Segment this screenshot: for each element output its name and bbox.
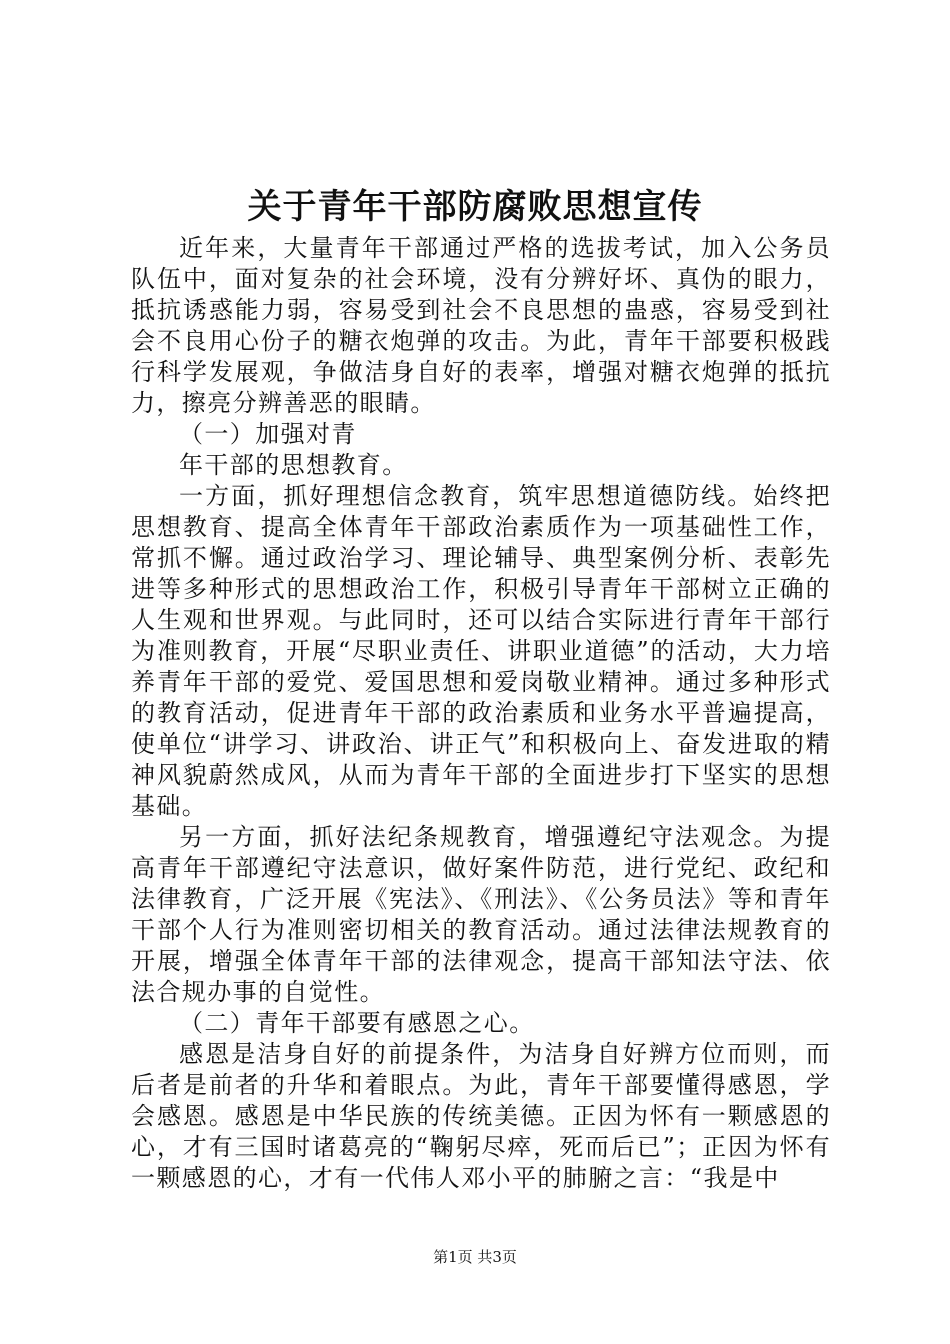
paragraph-intro: 近年来，大量青年干部通过严格的选拔考试，加入公务员队伍中，面对复杂的社会环境，没有分辨好坏、真伪的眼力，抵抗诱惑能力弱，容易受到社会不良思想的蛊惑，容易受到社会不良用心份子的糖衣炮弹的攻击。为此，青年干部要积极践行科学发展观，争做洁身自好的表率，增强对糖衣炮弹的抵抗力，擦亮分辨善恶的眼睛。 <box>131 234 831 417</box>
section-heading-1-part-1: （一）加强对青 <box>179 420 357 448</box>
page-footer: 第1页 共3页 <box>433 1248 517 1266</box>
document-title: 关于青年干部防腐败思想宣传 <box>247 187 703 227</box>
paragraph-legal-education: 另一方面，抓好法纪条规教育，增强遵纪守法观念。为提高青年干部遵纪守法意识，做好案件防范，进行党纪、政纪和法律教育，广泛开展《宪法》、《刑法》、《公务员法》等和青年干部个人行为准则密切相关的教育活动。通过法律法规教育的开展，增强全体青年干部的法律观念，提高干部知法守法、依法合规办事的自觉性。 <box>131 823 831 1006</box>
paragraph-ideological-education: 一方面，抓好理想信念教育，筑牢思想道德防线。始终把思想教育、提高全体青年干部政治素质作为一项基础性工作，常抓不懈。通过政治学习、理论辅导、典型案例分析、表彰先进等多种形式的思想政治工作，积极引导青年干部树立正确的人生观和世界观。与此同时，还可以结合实际进行青年干部行为准则教育，开展“尽职业责任、讲职业道德”的活动，大力培养青年干部的爱党、爱国思想和爱岗敬业精神。通过多种形式的教育活动，促进青年干部的政治素质和业务水平普遍提高，使单位“讲学习、讲政治、讲正气”和积极向上、奋发进取的精神风貌蔚然成风，从而为青年干部的全面进步打下坚实的思想基础。 <box>131 482 831 820</box>
paragraph-gratitude: 感恩是洁身自好的前提条件，为洁身自好辨方位而则，而后者是前者的升华和着眼点。为此，青年干部要懂得感恩，学会感恩。感恩是中华民族的传统美德。正因为怀有一颗感恩的心，才有三国时诸葛亮的“鞠躬尽瘁，死而后已”；正因为怀有一颗感恩的心，才有一代伟人邓小平的肺腑之言：“我是中 <box>131 1040 831 1192</box>
section-heading-2: （二）青年干部要有感恩之心。 <box>179 1009 535 1037</box>
document-body <box>131 233 831 1194</box>
section-heading-1-part-2: 年干部的思想教育。 <box>179 451 408 479</box>
